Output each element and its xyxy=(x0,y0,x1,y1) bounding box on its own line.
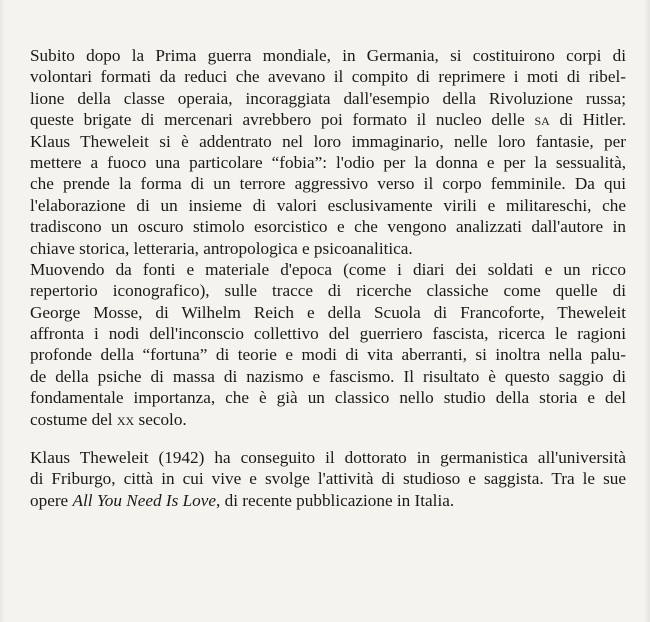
text-line: profonde della “fortuna” di teorie e modi di vita aberranti, si inoltra nella palu- xyxy=(30,345,626,365)
text-line: volontari formati da reduci che avevano il compito di reprimere i moti di ribel- xyxy=(30,67,626,87)
text-line: de della psiche di massa di nazismo e fascismo. Il risultato è questo saggio di xyxy=(30,366,626,386)
text-line: l'elaborazione di un insieme di valori esclusivamente virili e militareschi, che xyxy=(30,195,626,215)
text-line: repertorio iconografico), sulle tracce di ricerche classiche come quelle di xyxy=(30,281,626,301)
author-bio xyxy=(30,447,626,511)
text-line: tradiscono un oscuro stimolo esorcistico e che vengono analizzati dall'autore in xyxy=(30,217,626,237)
text-line: lione della classe operaia, incoraggiata dall'esempio della Rivoluzione russa; xyxy=(30,88,626,108)
analysis-paragraph xyxy=(30,259,626,430)
summary-paragraph xyxy=(30,45,626,259)
text-line: Muovendo da fonti e materiale d'epoca (come i diari dei soldati e un ricco xyxy=(30,259,626,279)
paragraph-spacer xyxy=(30,430,626,447)
text-line: Subito dopo la Prima guerra mondiale, in Germania, si costituirono corpi di xyxy=(30,46,626,65)
text-segment: opere xyxy=(30,490,73,510)
blurb-text xyxy=(30,45,626,511)
text-line: che prende la forma di un terrore aggressivo verso il corpo femminile. Da qui xyxy=(30,174,626,194)
text-line: Klaus Theweleit (1942) ha conseguito il dottorato in germanistica all'università xyxy=(30,448,626,468)
text-segment: di Hitler. xyxy=(549,110,626,130)
century-numeral: xx xyxy=(116,409,135,429)
text-line xyxy=(30,109,626,130)
text-line: affronta i nodi dell'inconscio collettivo del guerriero fascista, ricerca le ragioni xyxy=(30,324,626,344)
book-title: All You Need Is Love xyxy=(72,490,217,510)
text-line: mettere a fuoco una particolare “fobia”: l'odio per la donna e per la sessualità, xyxy=(30,152,626,172)
text-line: George Mosse, di Wilhelm Reich e della Scuola di Francoforte, Theweleit xyxy=(30,302,626,322)
text-segment: secolo. xyxy=(134,409,187,429)
text-segment: , di recente pubblicazione in Italia. xyxy=(216,490,455,510)
sa-abbreviation: sa xyxy=(534,110,550,130)
text-line xyxy=(30,490,626,511)
text-line: fondamentale importanza, che è già un classico nello studio della storia e del xyxy=(30,388,626,408)
text-line: chiave storica, letteraria, antropologica e psicoanalitica. xyxy=(30,238,413,258)
text-segment: costume del xyxy=(30,409,117,429)
text-line xyxy=(30,409,626,430)
text-segment: queste brigate di mercenari avrebbero poi formato il nucleo delle xyxy=(30,110,535,130)
text-line: di Friburgo, città in cui vive e svolge l'attività di studioso e saggista. Tra le sue xyxy=(30,469,626,489)
text-line: Klaus Theweleit si è addentrato nel loro immaginario, nelle loro fantasie, per xyxy=(30,131,626,151)
